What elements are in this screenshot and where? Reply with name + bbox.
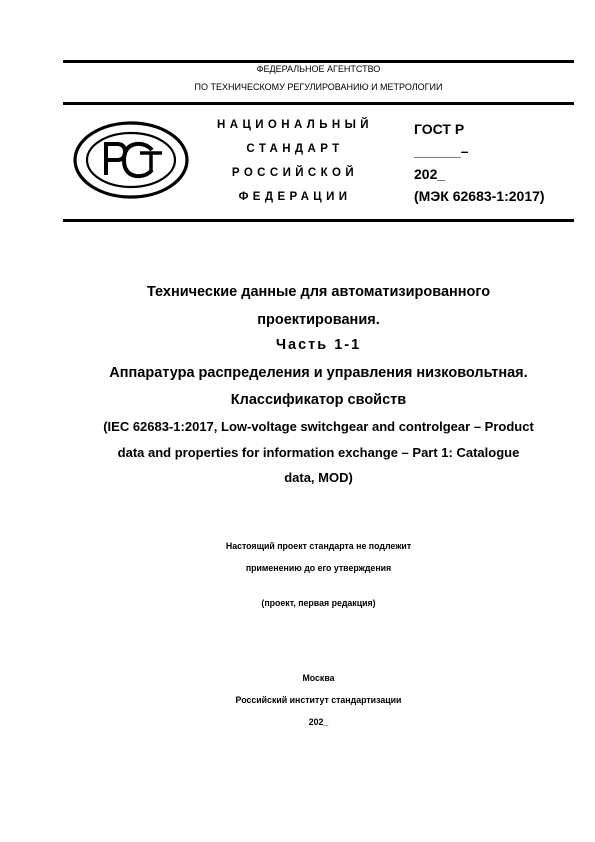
title-english-line-1: (IEC 62683-1:2017, Low-voltage switchgear and controlgear – Product [103,419,534,434]
title-english-line-3: data, MOD) [284,470,353,485]
footer-city: Москва [302,673,335,683]
title-line-1: Технические данные для автоматизированного [146,284,491,300]
national-standard-line-1: НАЦИОНАЛЬНЫЙ [217,119,373,131]
notice-line-1: Настоящий проект стандарта не подлежит [225,541,412,551]
gost-number-blank: ______– [414,143,469,159]
gost-year: 202_ [414,166,446,182]
title-line-2: проектирования. [257,312,380,328]
rst-gost-emblem-icon [72,120,190,200]
header-rule [63,102,574,105]
gost-label: ГОСТ Р [414,121,465,137]
title-line-4: Классификатор свойств [230,392,407,408]
gost-iec-reference: (МЭК 62683-1:2017) [414,188,545,204]
notice-line-2: применению до его утверждения [245,563,392,573]
edition-note: (проект, первая редакция) [261,598,376,608]
bottom-header-rule [63,219,574,222]
national-standard-line-3: РОССИЙСКОЙ [231,167,359,179]
footer-year: 202_ [308,717,329,727]
agency-line-1: ФЕДЕРАЛЬНОЕ АГЕНТСТВО [256,64,381,74]
title-line-3: Аппаратура распределения и управления низковольтная. [109,365,528,381]
title-part: Часть 1-1 [275,337,362,353]
title-english-line-2: data and properties for information exchange – Part 1: Catalogue [117,445,520,460]
footer-institute: Российский институт стандартизации [235,695,402,705]
national-standard-line-2: СТАНДАРТ [246,143,344,155]
agency-line-2: ПО ТЕХНИЧЕСКОМУ РЕГУЛИРОВАНИЮ И МЕТРОЛОГИИ [194,82,443,92]
national-standard-line-4: ФЕДЕРАЦИИ [238,191,352,203]
